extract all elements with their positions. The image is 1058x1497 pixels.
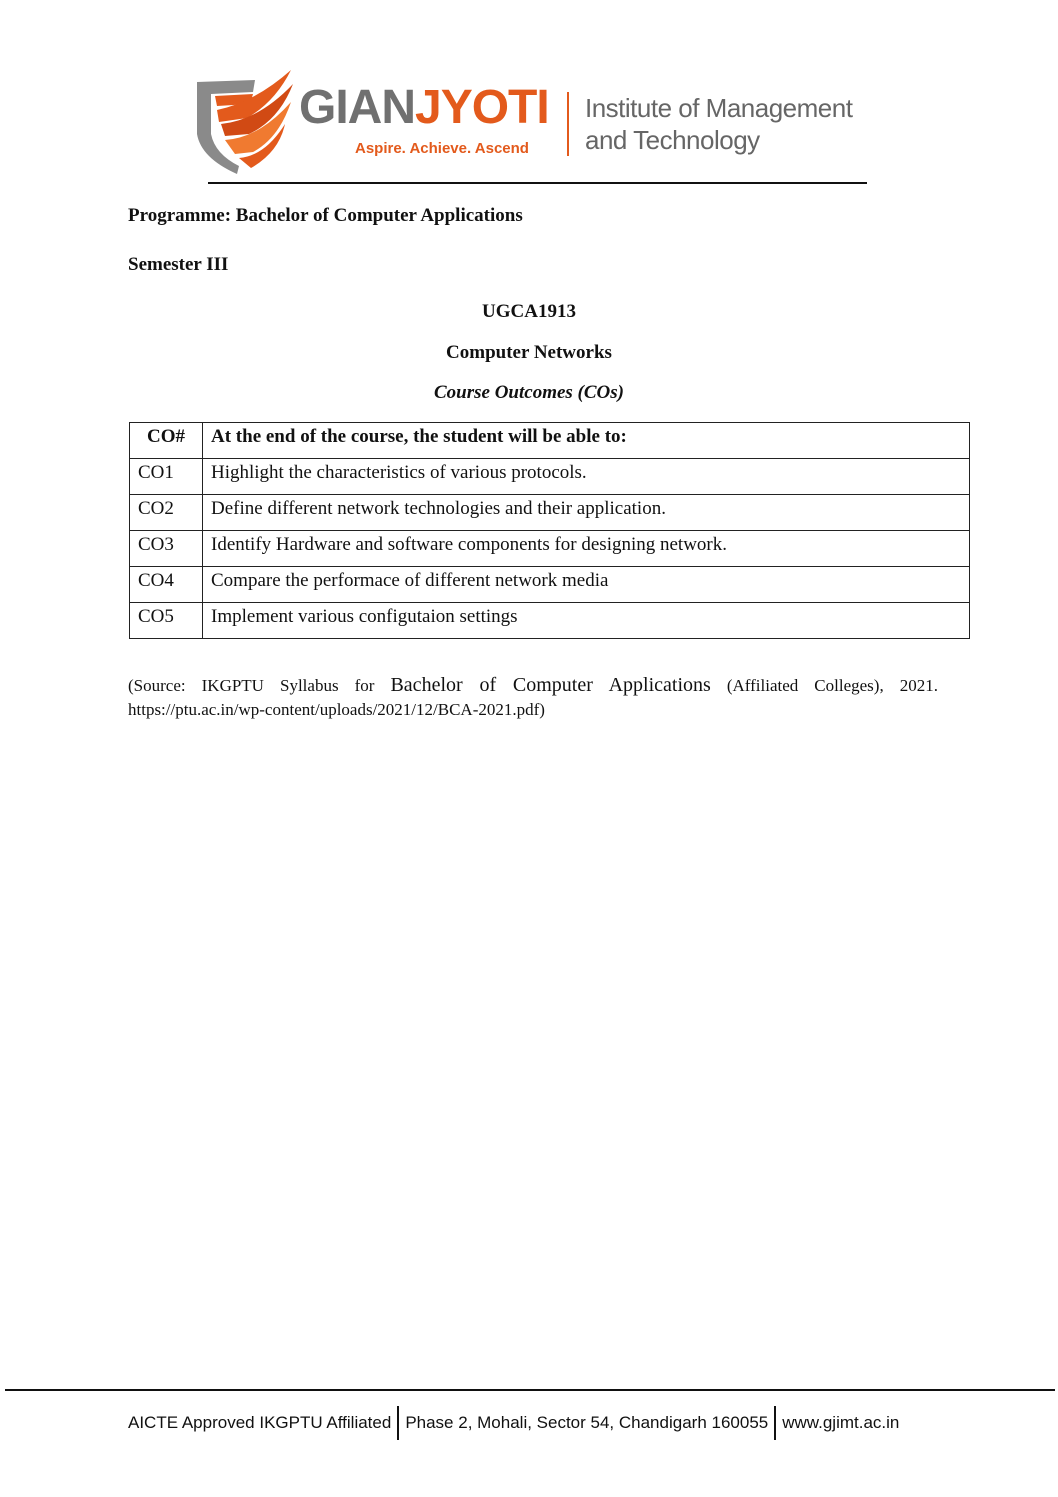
brand-tagline: Aspire. Achieve. Ascend [355,140,529,157]
institute-line-1: Institute of Management [585,93,853,123]
co-id: CO5 [130,603,203,639]
footer-separator [397,1406,399,1440]
co-id: CO2 [130,495,203,531]
table-row [130,495,970,531]
co-id: CO1 [130,459,203,495]
co-description: Compare the performace of different network media [203,567,970,603]
brand-part-jyoti: JYOTI [415,81,549,134]
header-rule [208,182,867,184]
co-description: Identify Hardware and software components for designing network. [203,531,970,567]
table-row [130,531,970,567]
co-id: CO4 [130,567,203,603]
co-id: CO3 [130,531,203,567]
column-header-co: CO# [130,423,203,459]
table-row [130,459,970,495]
outcomes-heading: Course Outcomes (COs) [433,382,624,403]
table-row [130,567,970,603]
brand-name [299,81,549,134]
co-description: Highlight the characteristics of various protocols. [203,459,970,495]
source-prefix: (Source: IKGPTU Syllabus for [128,676,391,695]
column-header-outcome: At the end of the course, the student will be able to: [203,423,970,459]
semester-line: Semester III [128,254,229,275]
course-name: Computer Networks [446,342,612,363]
header-divider [567,92,569,156]
shield-logo-icon [195,62,295,177]
page-header [195,62,875,180]
institute-line-2: and Technology [585,125,760,155]
footer-separator [774,1406,776,1440]
source-citation [128,673,938,722]
co-description: Implement various configutaion settings [203,603,970,639]
footer-website: www.gjimt.ac.in [782,1413,900,1432]
source-programme: Bachelor of Computer Applications [390,674,711,696]
course-code: UGCA1913 [482,301,576,322]
source-suffix: (Affiliated Colleges), 2021. https://ptu.ac.in/wp-content/uploads/2021/12/BCA-2021.pdf) [128,676,938,719]
footer-affiliation: AICTE Approved IKGPTU Affiliated [128,1413,392,1432]
co-description: Define different network technologies and their application. [203,495,970,531]
page-footer [128,1406,899,1440]
brand-part-gian: GIAN [299,81,415,134]
course-outcomes-table [129,422,970,639]
table-row [130,603,970,639]
footer-rule [5,1389,1055,1391]
table-header-row [130,423,970,459]
footer-address: Phase 2, Mohali, Sector 54, Chandigarh 160055 [405,1413,769,1432]
programme-line: Programme: Bachelor of Computer Applications [128,205,523,226]
institute-name [585,92,852,156]
